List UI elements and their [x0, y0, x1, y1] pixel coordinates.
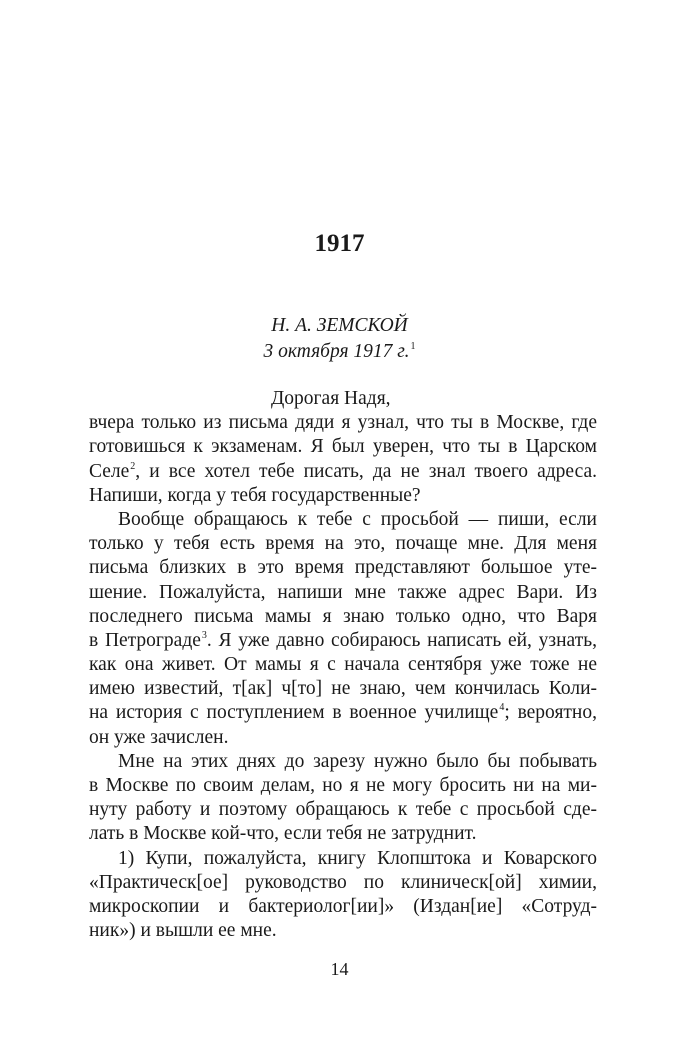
text-fragment: в Петрограде — [89, 629, 201, 651]
text-line: нуту работу и поэтому обращаюсь к тебе с просьбой сде- — [89, 799, 597, 821]
letter-addressee: Н. А. ЗЕМСКОЙ — [271, 315, 408, 336]
text-line: последнего письма мамы я знаю только одно, что Варя — [89, 605, 597, 627]
letter-date — [0, 339, 679, 368]
text-line: 1) Купи, пожалуйста, книгу Клопштока и Коварского — [118, 847, 597, 869]
text-fragment: , и все хотел тебе писать, да не знал твоего адреса. — [135, 460, 597, 482]
text-fragment: Селе — [89, 460, 130, 482]
text-line: шение. Пожалуйста, напиши мне также адрес Вари. Из — [89, 581, 597, 603]
letter-date-text: 3 октября 1917 г. — [263, 341, 410, 362]
page-number: 14 — [330, 959, 349, 979]
text-line: Мне на этих днях до зарезу нужно было бы побывать — [118, 750, 597, 772]
text-line: он уже зачислен. — [89, 726, 229, 748]
footnote-ref-1: 1 — [410, 341, 416, 352]
text-line: Вообще обращаюсь к тебе с просьбой — пиши, если — [118, 508, 597, 530]
text-fragment: на история с поступлением в военное училище — [89, 702, 499, 724]
text-line — [89, 701, 597, 725]
text-line: микроскопии и бактериолог[ии]» (Издан[ие] «Сотруд- — [89, 895, 597, 917]
letter-body — [89, 387, 597, 943]
text-line: готовишься к экзаменам. Я был уверен, что ты в Царском — [89, 436, 597, 458]
text-fragment: ; вероятно, — [504, 702, 597, 724]
text-line: письма близких в это время представляют большое уте- — [89, 557, 597, 579]
text-line — [89, 460, 597, 484]
letter-greeting: Дорогая Надя, — [271, 388, 391, 409]
footnote-ref-3: 3 — [201, 629, 207, 641]
section-year-heading: 1917 — [314, 230, 365, 257]
footnote-ref-2: 2 — [130, 460, 136, 472]
text-line: имею известий, т[ак] ч[то] не знаю, чем кончилась Коли- — [89, 678, 597, 700]
text-line: «Практическ[ое] руководство по клиническ[ой] химии, — [89, 871, 597, 893]
text-line: вчера только из письма дяди я узнал, что ты в Москве, где — [89, 412, 597, 434]
text-line: лать в Москве кой-что, если тебя не затруднит. — [89, 823, 477, 845]
text-line: только у тебя есть время на это, почаще мне. Для меня — [89, 533, 597, 555]
text-line: как она живет. От мамы я с начала сентября уже тоже не — [89, 654, 597, 676]
text-line — [89, 629, 597, 653]
text-line: Напиши, когда у тебя государственные? — [89, 484, 421, 506]
footnote-ref-4: 4 — [499, 702, 505, 714]
text-line: ник») и вышли ее мне. — [89, 920, 277, 942]
text-fragment: . Я уже давно собираюсь написать ей, узнать, — [206, 629, 597, 651]
text-line: в Москве по своим делам, но я не могу бросить ни на ми- — [89, 775, 597, 796]
